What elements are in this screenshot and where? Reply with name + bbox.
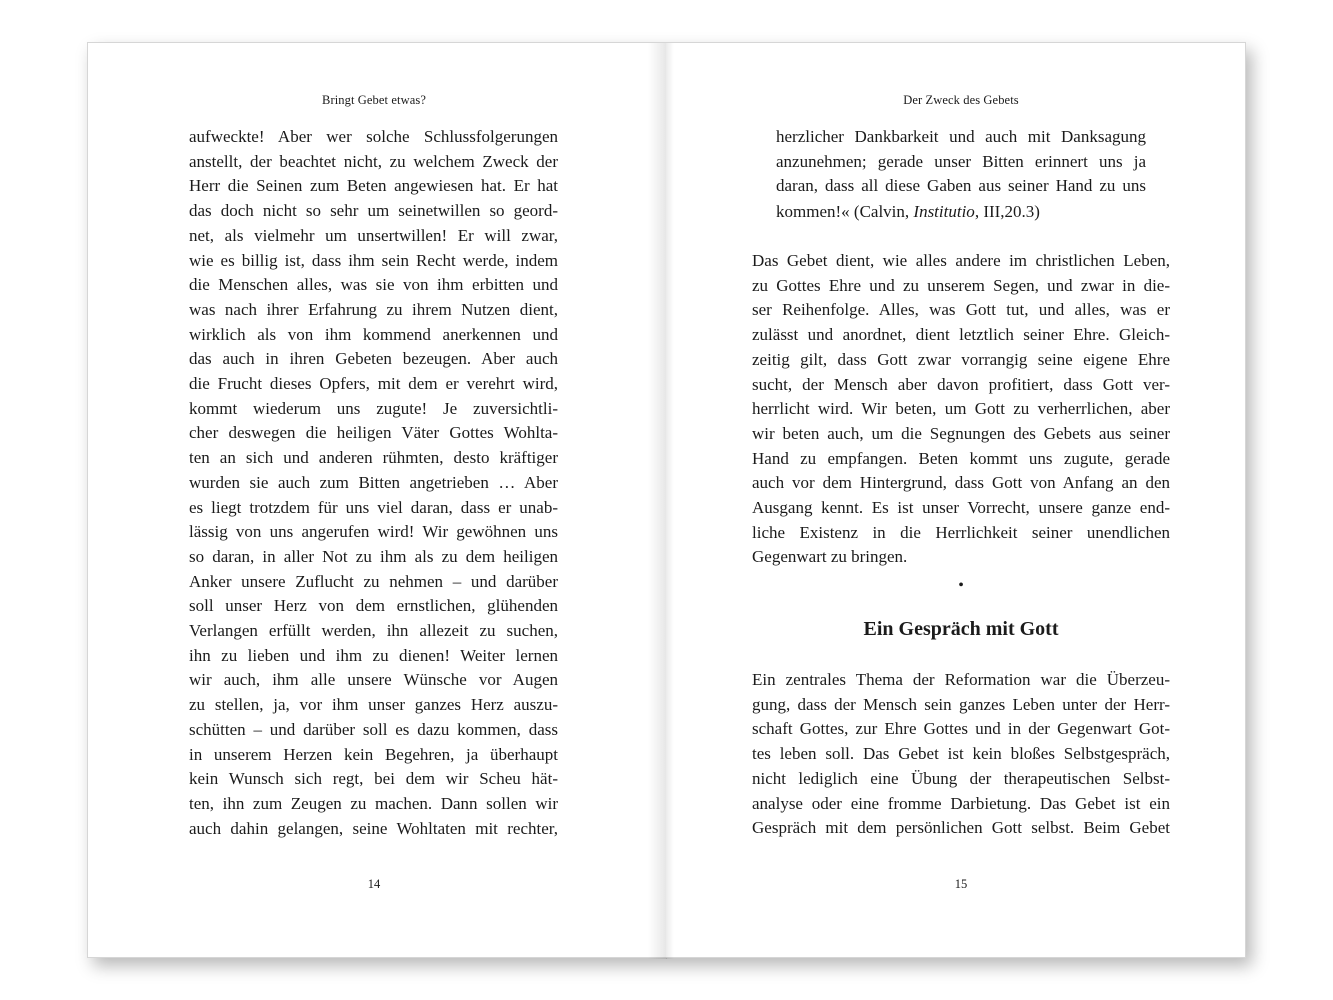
page-number-left: 14 <box>367 877 381 891</box>
text-line: Verlangen erfüllt werden, ihn allezeit zu suchen, <box>189 621 558 640</box>
text-line: analyse oder eine fromme Darbietung. Das Gebet ist ein <box>752 793 1170 813</box>
text-line: wir beten auch, um die Segnungen des Gebets aus seiner <box>752 423 1170 443</box>
quote-citation: , III,20.3) <box>974 202 1040 221</box>
text-line: zu stellen, ja, vor ihm unser ganzes Herz auszu- <box>189 695 558 715</box>
text-line: Ausgang kennt. Es ist unser Vorrecht, unsere ganze end- <box>752 498 1170 517</box>
text-line: es liegt trotzdem für uns viel daran, dass er unab- <box>189 497 558 517</box>
page-number-right: 15 <box>954 877 968 891</box>
text-line: lässig von uns angerufen wird! Wir gewöhnen uns <box>189 522 558 542</box>
text-line: liche Existenz in die Herrlichkeit seiner unendlichen <box>752 522 1170 542</box>
text-line: auch vor dem Hintergrund, dass Gott von Anfang an den <box>752 473 1170 493</box>
text-line: kein Wunsch sich regt, bei dem wir Scheu hät- <box>189 769 558 789</box>
text-line: herzlicher Dankbarkeit und auch mit Danksagung <box>776 127 1146 146</box>
text-line: ten an sich und anderen rühmten, desto kräftiger <box>189 448 558 468</box>
text-line: ser Reihenfolge. Alles, was Gott tut, und alles, was er <box>752 300 1170 320</box>
text-line: wurden sie auch zum Bitten angetrieben … Aber <box>189 472 558 492</box>
text-line: schütten – und darüber soll es dazu kommen, dass <box>189 719 558 739</box>
text-line: wir auch, ihm alle unsere Wünsche vor Augen <box>189 670 558 690</box>
text-line: zeitig gilt, dass Gott zwar vorrangig seine eigene Ehre <box>752 349 1170 369</box>
text-line: anstellt, der beachtet nicht, zu welchem Zweck der <box>189 151 558 171</box>
text-line: Gespräch mit dem persönlichen Gott selbst. Beim Gebet <box>752 818 1170 838</box>
text-line: Hand zu empfangen. Beten kommt uns zugute, gerade <box>752 448 1170 468</box>
text-line: auch dahin gelangen, seine Wohltaten mit rechter, <box>189 818 558 838</box>
text-line: sucht, der Mensch aber davon profitiert, dass Gott ver- <box>752 374 1170 394</box>
text-line: tes leben soll. Das Gebet ist kein bloßes Selbstgespräch, <box>752 744 1170 764</box>
running-head-left: Bringt Gebet etwas? <box>322 93 426 107</box>
text-line: schaft Gottes, zur Ehre Gottes und in der Gegenwart Got- <box>752 719 1170 739</box>
text-line: zulässt und anordnet, dient letztlich seiner Ehre. Gleich- <box>752 325 1170 345</box>
text-line: ihn zu lieben und ihm zu dienen! Weiter lernen <box>189 645 558 665</box>
text-line: kommt wiederum uns zugute! Je zuversichtli- <box>189 398 558 418</box>
left-page <box>87 42 666 958</box>
quote-last-line <box>776 199 1146 224</box>
quote-text: kommen!« (Calvin, <box>776 202 914 221</box>
text-line: in unserem Herzen kein Begehren, ja überhaupt <box>189 744 558 764</box>
section-heading: Ein Gespräch mit Gott <box>863 618 1059 640</box>
text-line: soll unser Herz von dem ernstlichen, glühenden <box>189 596 558 616</box>
text-line: nicht lediglich eine Übung der therapeutischen Selbst- <box>752 768 1170 788</box>
text-line: Das Gebet dient, wie alles andere im christlichen Leben, <box>752 251 1170 270</box>
text-line: zu Gottes Ehre und zu unserem Segen, und zwar in die- <box>752 275 1170 295</box>
text-line: wie es billig ist, dass ihm sein Recht werde, indem <box>189 250 558 270</box>
text-line: Herr die Seinen zum Beten angewiesen hat. Er hat <box>189 176 558 196</box>
text-line: das auch in ihren Gebeten bezeugen. Aber auch <box>189 349 558 369</box>
section-ornament: • <box>958 577 964 594</box>
text-line: wirklich als von ihm kommend anerkennen und <box>189 324 558 344</box>
text-line: das doch nicht so sehr um seinetwillen so geord- <box>189 201 558 221</box>
gutter-shadow-right <box>666 43 674 959</box>
text-line: Anker unsere Zuflucht zu nehmen – und darüber <box>189 571 558 591</box>
text-line: Ein zentrales Thema der Reformation war die Überzeu- <box>752 670 1170 689</box>
text-line: anzunehmen; gerade unser Bitten erinnert uns ja <box>776 151 1146 171</box>
right-page <box>666 42 1246 958</box>
text-line: was nach ihrer Erfahrung zu ihrem Nutzen dient, <box>189 299 558 319</box>
text-line: ten, ihn zum Zeugen zu machen. Dann sollen wir <box>189 793 558 813</box>
gutter-shadow <box>648 43 667 959</box>
text-line: herrlicht wird. Wir beten, um Gott zu verherrlichen, aber <box>752 399 1170 419</box>
quote-source-title: Institutio <box>913 202 975 221</box>
text-line: gung, dass der Mensch sein ganzes Leben unter der Herr- <box>752 694 1170 714</box>
text-line: Gegenwart zu bringen. <box>752 547 908 567</box>
text-line: net, als vielmehr um unsertwillen! Er will zwar, <box>189 225 558 245</box>
running-head-right: Der Zweck des Gebets <box>903 93 1019 107</box>
text-line: so daran, in aller Not zu ihm als zu dem heiligen <box>189 546 558 566</box>
text-line: aufweckte! Aber wer solche Schlussfolgerungen <box>189 127 558 146</box>
text-line: cher deswegen die heiligen Väter Gottes Wohlta- <box>189 423 558 443</box>
text-line: daran, dass all diese Gaben aus seiner Hand zu uns <box>776 176 1146 196</box>
open-book-spread <box>87 42 1246 958</box>
text-line: die Menschen alles, was sie von ihm erbitten und <box>189 275 558 295</box>
text-line: die Frucht dieses Opfers, mit dem er verehrt wird, <box>189 374 558 393</box>
